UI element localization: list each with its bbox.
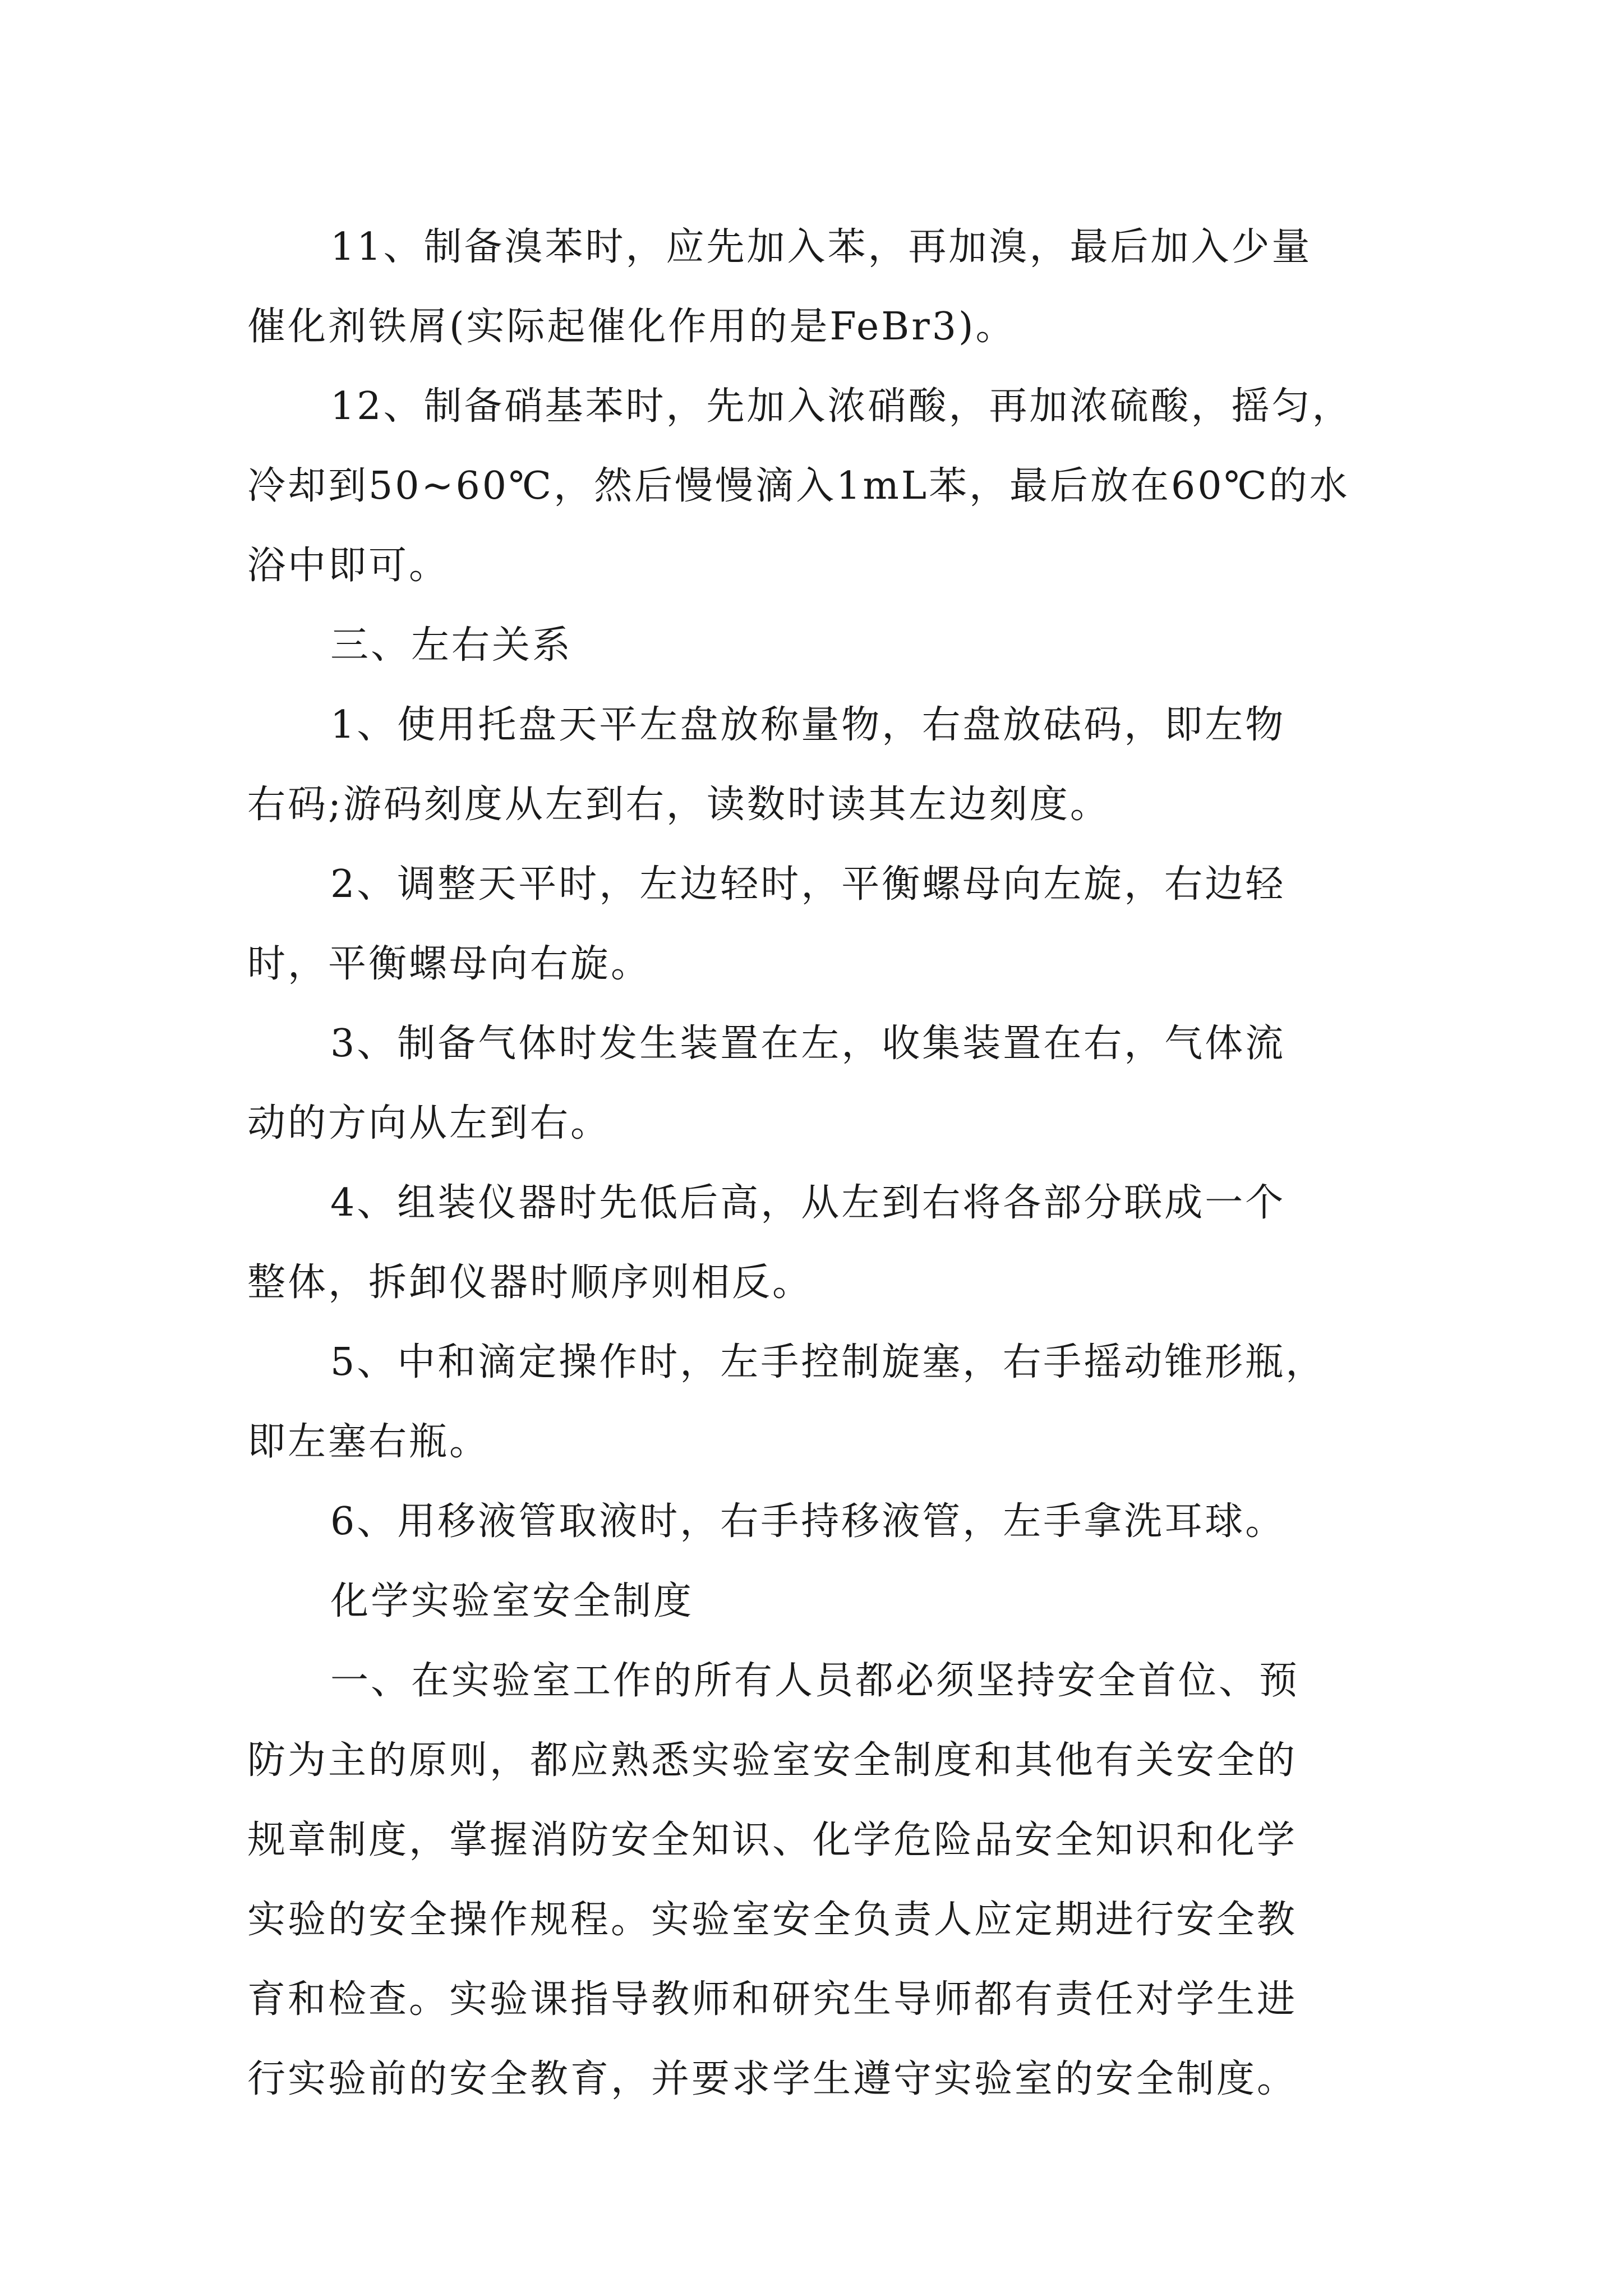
text-line: 整体，拆卸仪器时顺序则相反。 bbox=[247, 1260, 813, 1305]
text-line: 规章制度，掌握消防安全知识、化学危险品安全知识和化学 bbox=[247, 1818, 1298, 1862]
text-line: 时，平衡螺母向右旋。 bbox=[247, 942, 652, 986]
text-line: 育和检查。实验课指导教师和研究生导师都有责任对学生进 bbox=[247, 1977, 1298, 2022]
text-line: 动的方向从左到右。 bbox=[247, 1101, 611, 1145]
document-body bbox=[247, 208, 1386, 2119]
text-line: 即左塞右瓶。 bbox=[247, 1420, 490, 1464]
text-line: 6、用移液管取液时，右手持移液管，左手拿洗耳球。 bbox=[330, 1499, 1286, 1544]
text-line: 2、调整天平时，左边轻时，平衡螺母向左旋，右边轻 bbox=[330, 862, 1286, 907]
text-line: 防为主的原则，都应熟悉实验室安全制度和其他有关安全的 bbox=[247, 1738, 1298, 1783]
text-line: 1、使用托盘天平左盘放称量物，右盘放砝码，即左物 bbox=[330, 703, 1286, 747]
text-line: 右码;游码刻度从左到右，读数时读其左边刻度。 bbox=[247, 783, 1110, 827]
text-line: 行实验前的安全教育，并要求学生遵守实验室的安全制度。 bbox=[247, 2057, 1298, 2101]
text-line: 一、在实验室工作的所有人员都必须坚持安全首位、预 bbox=[330, 1659, 1300, 1703]
text-line: 12、制备硝基苯时，先加入浓硝酸，再加浓硫酸，摇匀， bbox=[330, 384, 1353, 429]
text-line: 5、中和滴定操作时，左手控制旋塞，右手摇动锥形瓶， bbox=[330, 1340, 1326, 1384]
text-line: 冷却到50~60℃，然后慢慢滴入1mL苯，最后放在60℃的水 bbox=[247, 464, 1350, 508]
text-line: 实验的安全操作规程。实验室安全负责人应定期进行安全教 bbox=[247, 1898, 1298, 1942]
text-line: 催化剂铁屑(实际起催化作用的是FeBr3)。 bbox=[247, 305, 1016, 349]
section-heading: 化学实验室安全制度 bbox=[330, 1579, 694, 1623]
text-line: 11、制备溴苯时，应先加入苯，再加溴，最后加入少量 bbox=[330, 225, 1312, 269]
section-heading: 三、左右关系 bbox=[330, 623, 573, 668]
text-line: 3、制备气体时发生装置在左，收集装置在右，气体流 bbox=[330, 1022, 1286, 1066]
text-line: 4、组装仪器时先低后高，从左到右将各部分联成一个 bbox=[330, 1181, 1286, 1225]
text-line: 浴中即可。 bbox=[247, 544, 450, 588]
